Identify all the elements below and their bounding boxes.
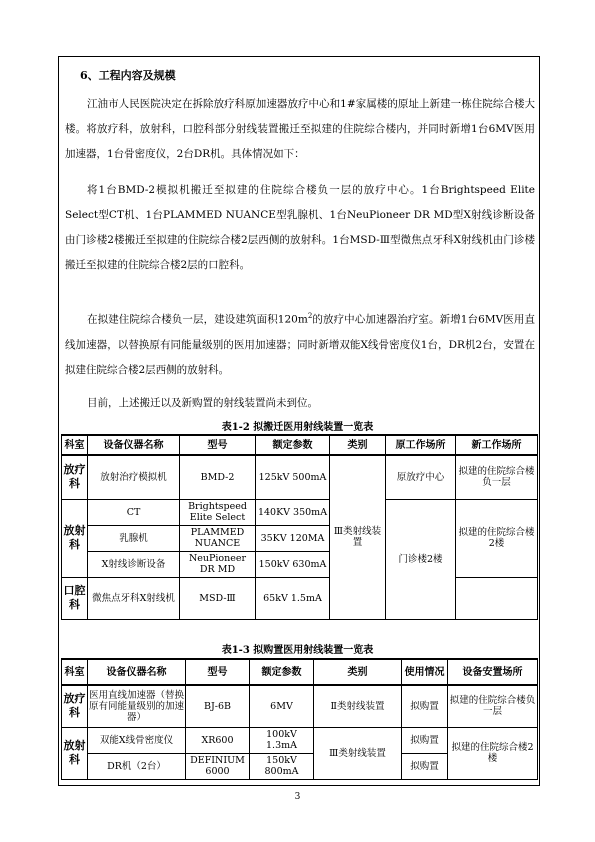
header-param: 额定参数 (256, 435, 330, 455)
new-site-cell: 拟建的住院综合楼负一层 (456, 455, 538, 499)
model-cell: PLAMMED NUANCE (180, 525, 256, 551)
paragraph-intro: 江油市人民医院决定在拆除放疗科原加速器放疗中心和1#家属楼的原址上新建一栋住院综合楼大楼。将放疗科，放射科，口腔科部分射线装置搬迁至拟建的住院综合楼内，并同时新增1台6MV医用加速器，1台骨密度仪，2台DR机。具体情况如下： (65, 98, 535, 160)
header-category: 类别 (314, 659, 402, 685)
header-device: 设备仪器名称 (88, 435, 180, 455)
header-site: 设备安置场所 (448, 659, 538, 685)
table-row (62, 455, 538, 499)
site-cell: 拟建的住院综合楼负一层 (448, 685, 538, 727)
param-cell: 65kV 1.5mA (256, 577, 330, 619)
device-cell: 乳腺机 (88, 525, 180, 551)
header-new-site: 新工作场所 (456, 435, 538, 455)
new-site-cell (456, 577, 538, 619)
param-cell: 125kV 500mA (256, 455, 330, 499)
param-cell: 140KV 350mA (256, 499, 330, 525)
table-row (62, 685, 538, 727)
paragraph-new-equipment-a: 在拟建住院综合楼负一层，建设建筑面积120m (87, 313, 308, 326)
old-site-cell: 原放疗中心 (386, 455, 456, 499)
device-cell: CT (88, 499, 180, 525)
header-old-site: 原工作场所 (386, 435, 456, 455)
param-cell: 150kV 800mA (250, 753, 314, 779)
header-device: 设备仪器名称 (88, 659, 186, 685)
model-cell: BMD-2 (180, 455, 256, 499)
usage-cell: 拟购置 (402, 727, 448, 753)
device-cell: 微焦点牙科X射线机 (88, 577, 180, 619)
paragraph-new-equipment (65, 304, 535, 383)
model-cell: BJ-6B (186, 685, 250, 727)
new-site-cell: 拟建的住院综合楼2楼 (456, 499, 538, 577)
paragraph-status: 目前，上述搬迁以及新购置的射线装置尚未到位。 (87, 397, 318, 409)
section-title: 6、工程内容及规模 (80, 69, 176, 82)
device-cell: 双能X线骨密度仪 (88, 727, 186, 753)
table-header-row (62, 435, 538, 455)
purchase-table (61, 658, 538, 780)
param-cell: 150kV 630mA (256, 551, 330, 577)
dept-cell: 放射科 (62, 727, 88, 779)
table-row (62, 727, 538, 753)
table1-title: 表1-2 拟搬迁医用射线装置一览表 (221, 422, 374, 433)
paragraph-new-equipment-b: 的放疗中心加速器治疗室。新增1台6MV医用直线加速器，以替换原有同能量级别的医用加速器；同时新增双能X线骨密度仪1台，DR机2台，安置在拟建住院综合楼2层西侧的放射科。 (65, 313, 535, 376)
paragraph-relocation: 将1台BMD-2模拟机搬迁至拟建的住院综合楼负一层的放疗中心。1台Brightspeed Elite Select型CT机、1台PLAMMED NUANCE型乳腺机、1台NeuPioneer DR MD型X射线诊断设备由门诊楼2楼搬迁至拟建的住院综合楼2层西侧的放射科。1台MSD-Ⅲ型微焦点牙科X射线机由门诊楼搬迁至拟建的住院综合楼2层的口腔科。 (65, 184, 535, 271)
usage-cell: 拟购置 (402, 753, 448, 779)
header-param: 额定参数 (250, 659, 314, 685)
header-usage: 使用情况 (402, 659, 448, 685)
param-cell: 100kV 1.3mA (250, 727, 314, 753)
page-number: 3 (294, 792, 301, 802)
device-cell: DR机（2台） (88, 753, 186, 779)
header-dept: 科室 (62, 659, 88, 685)
header-model: 型号 (180, 435, 256, 455)
area-superscript: 2 (307, 312, 313, 320)
category-cell: Ⅲ类射线装置 (314, 727, 402, 779)
dept-cell: 放疗科 (62, 685, 88, 727)
header-model: 型号 (186, 659, 250, 685)
header-category: 类别 (330, 435, 386, 455)
model-cell: Brightspeed Elite Select (180, 499, 256, 525)
model-cell: XR600 (186, 727, 250, 753)
old-site-cell: 门诊楼2楼 (386, 499, 456, 619)
device-cell: X射线诊断设备 (88, 551, 180, 577)
table2-title: 表1-3 拟购置医用射线装置一览表 (221, 645, 374, 656)
param-cell: 6MV (250, 685, 314, 727)
device-cell: 放射治疗模拟机 (88, 455, 180, 499)
usage-cell: 拟购置 (402, 685, 448, 727)
header-dept: 科室 (62, 435, 88, 455)
device-cell: 医用直线加速器（替换原有同能量级别的加速器） (88, 685, 186, 727)
dept-cell: 口腔科 (62, 577, 88, 619)
param-cell: 35KV 120MA (256, 525, 330, 551)
site-cell: 拟建的住院综合楼2楼 (448, 727, 538, 779)
category-cell: Ⅱ类射线装置 (314, 685, 402, 727)
table-row (62, 499, 538, 525)
dept-cell: 放疗科 (62, 455, 88, 499)
model-cell: MSD-Ⅲ (180, 577, 256, 619)
relocation-table (61, 434, 538, 620)
category-cell: Ⅲ类射线装置 (330, 455, 386, 619)
table-header-row (62, 659, 538, 685)
table-row (62, 577, 538, 619)
model-cell: DEFINIUM 6000 (186, 753, 250, 779)
dept-cell: 放射科 (62, 499, 88, 577)
model-cell: NeuPioneer DR MD (180, 551, 256, 577)
